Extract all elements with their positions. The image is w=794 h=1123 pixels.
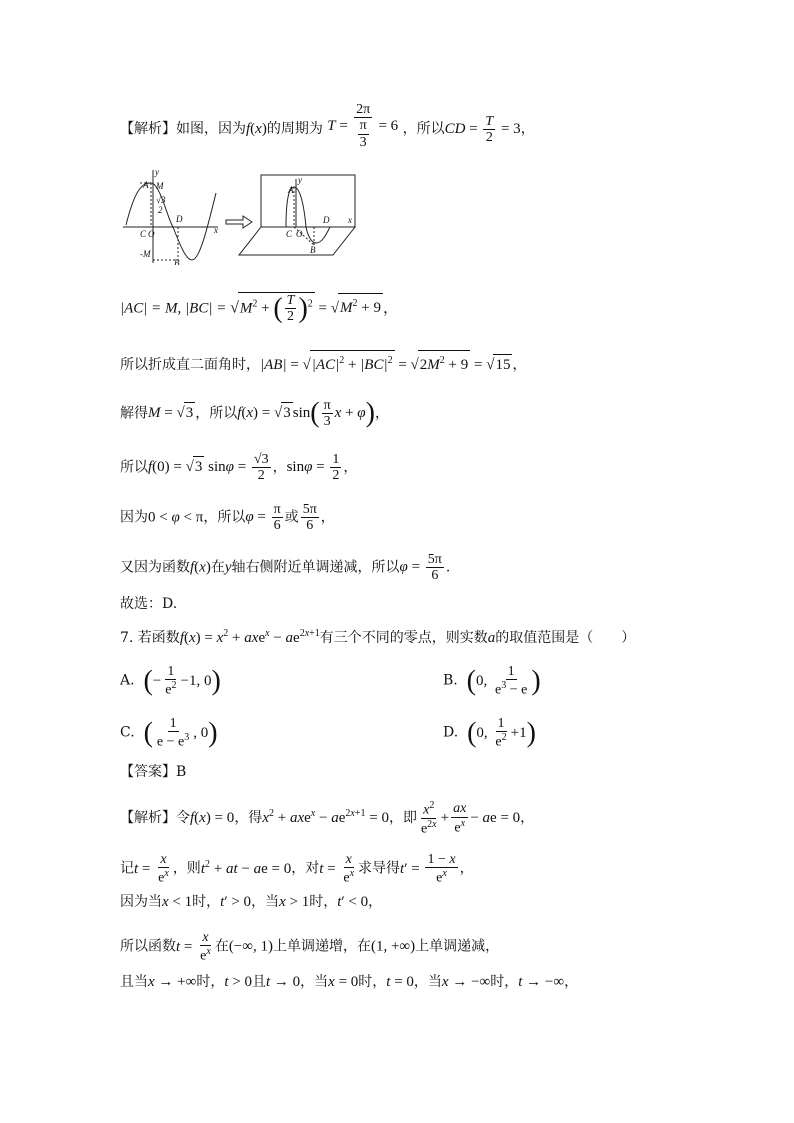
svg-text:C: C xyxy=(286,229,293,239)
solution7-line-2: 记t = $\frac{x}{e^x}$ ，则$t^2$ + at − ae = 0，对t = $\frac{x}{e^x}$ 求导得t′ = $\frac{1 - x}{e^x}$ ， xyxy=(120,852,474,887)
svg-text:2: 2 xyxy=(158,205,163,215)
svg-text:-M: -M xyxy=(140,249,151,259)
svg-text:A: A xyxy=(288,185,294,195)
fig-left-y: y xyxy=(155,167,159,177)
option-c[interactable]: C. ( $\frac{1}{e - e^3}$ , 0) xyxy=(120,716,218,751)
option-a[interactable]: A. (− $\frac{1}{e^2}$ −1, 0) xyxy=(120,664,221,699)
svg-text:B: B xyxy=(174,258,180,265)
fold-diagram xyxy=(118,165,368,269)
svg-text:C: C xyxy=(140,229,147,239)
solution-line-decrease: 又因为函数f(x)在y轴右侧附近单调递减，所以φ = $\frac{5\pi}{6}$ . xyxy=(120,552,451,584)
question-7: 7. 若函数$f(x) = x^2 + axe^x - ae^{2x+1}$有三个不同的零点，则实数a的取值范围是（ ） xyxy=(120,628,636,646)
svg-text:D: D xyxy=(176,214,183,224)
svg-text:M: M xyxy=(156,181,164,191)
svg-text:A: A xyxy=(143,180,149,190)
svg-text:D: D xyxy=(323,215,330,225)
svg-text:x: x xyxy=(348,215,352,225)
solution-line-phi: 因为0 < φ < π，所以φ = $\frac{\pi}{6}$ 或 $\frac{5\pi}{6}$ ， xyxy=(120,502,335,534)
solution-line-ab: 所以折成直二面角时，$|AB| = √|AC|^2 + |BC|^2 = √2M^2 + 9 = √15$ ， xyxy=(120,350,526,375)
solution-line-f0: 所以f(0) = √3 sinφ = $\frac{√3}{2}$ ，sinφ = $\frac{1}{2}$ ， xyxy=(120,452,358,484)
solution-line-m: 解得M = √3 ，所以f(x) = √3 sin( $\frac{\pi}{3}$ x + φ)， xyxy=(120,397,389,430)
solution-line-ac: |AC| = M, $|BC| = √M^2$ + ( $\frac{T}{2}$ )$^2 = √M^2 + 9$ ， xyxy=(120,292,398,325)
svg-text:x: x xyxy=(214,225,218,235)
svg-text:B: B xyxy=(310,245,316,255)
svg-text:√3: √3 xyxy=(156,195,166,205)
solution7-line-3: 因为当x < 1时，t′ > 0，当x > 1时，t′ < 0， xyxy=(120,894,383,910)
solution7-line-1: 【解析】令f(x) = 0，得$x^2 + axe^x - ae^{2x+1} = 0$，即 $\frac{x^2}{e^{2x}}$ + $\frac{ax}{e^x}$ − ae = 0， xyxy=(120,800,535,837)
answer-choice-line: 故选：D. xyxy=(120,596,178,612)
solution7-line-4: 所以函数t = $\frac{x}{e^x}$ 在(−∞, 1)上单调递增，在(1, +∞)上单调递减， xyxy=(120,930,500,965)
solution-line-1: 【解析】如图，因为f(x)的周期为 T = 2π $\frac{\pi}{3}$ = 6 ，所以CD = $\frac{T}{2}$ = 3， xyxy=(120,102,535,150)
solution7-line-5: 且当x → +∞时，t > 0且t → 0，当x = 0时，t = 0，当x → −∞时，t → −∞， xyxy=(120,974,579,990)
option-d[interactable]: D. (0, $\frac{1}{e^2}$ +1) xyxy=(443,716,536,751)
answer-label: 【答案】B xyxy=(120,764,187,780)
option-b[interactable]: B. (0, $\frac{1}{e^3 - e}$ ) xyxy=(443,664,541,699)
svg-text:y: y xyxy=(298,175,302,185)
svg-text:O: O xyxy=(148,229,155,239)
svg-text:O: O xyxy=(296,229,303,239)
